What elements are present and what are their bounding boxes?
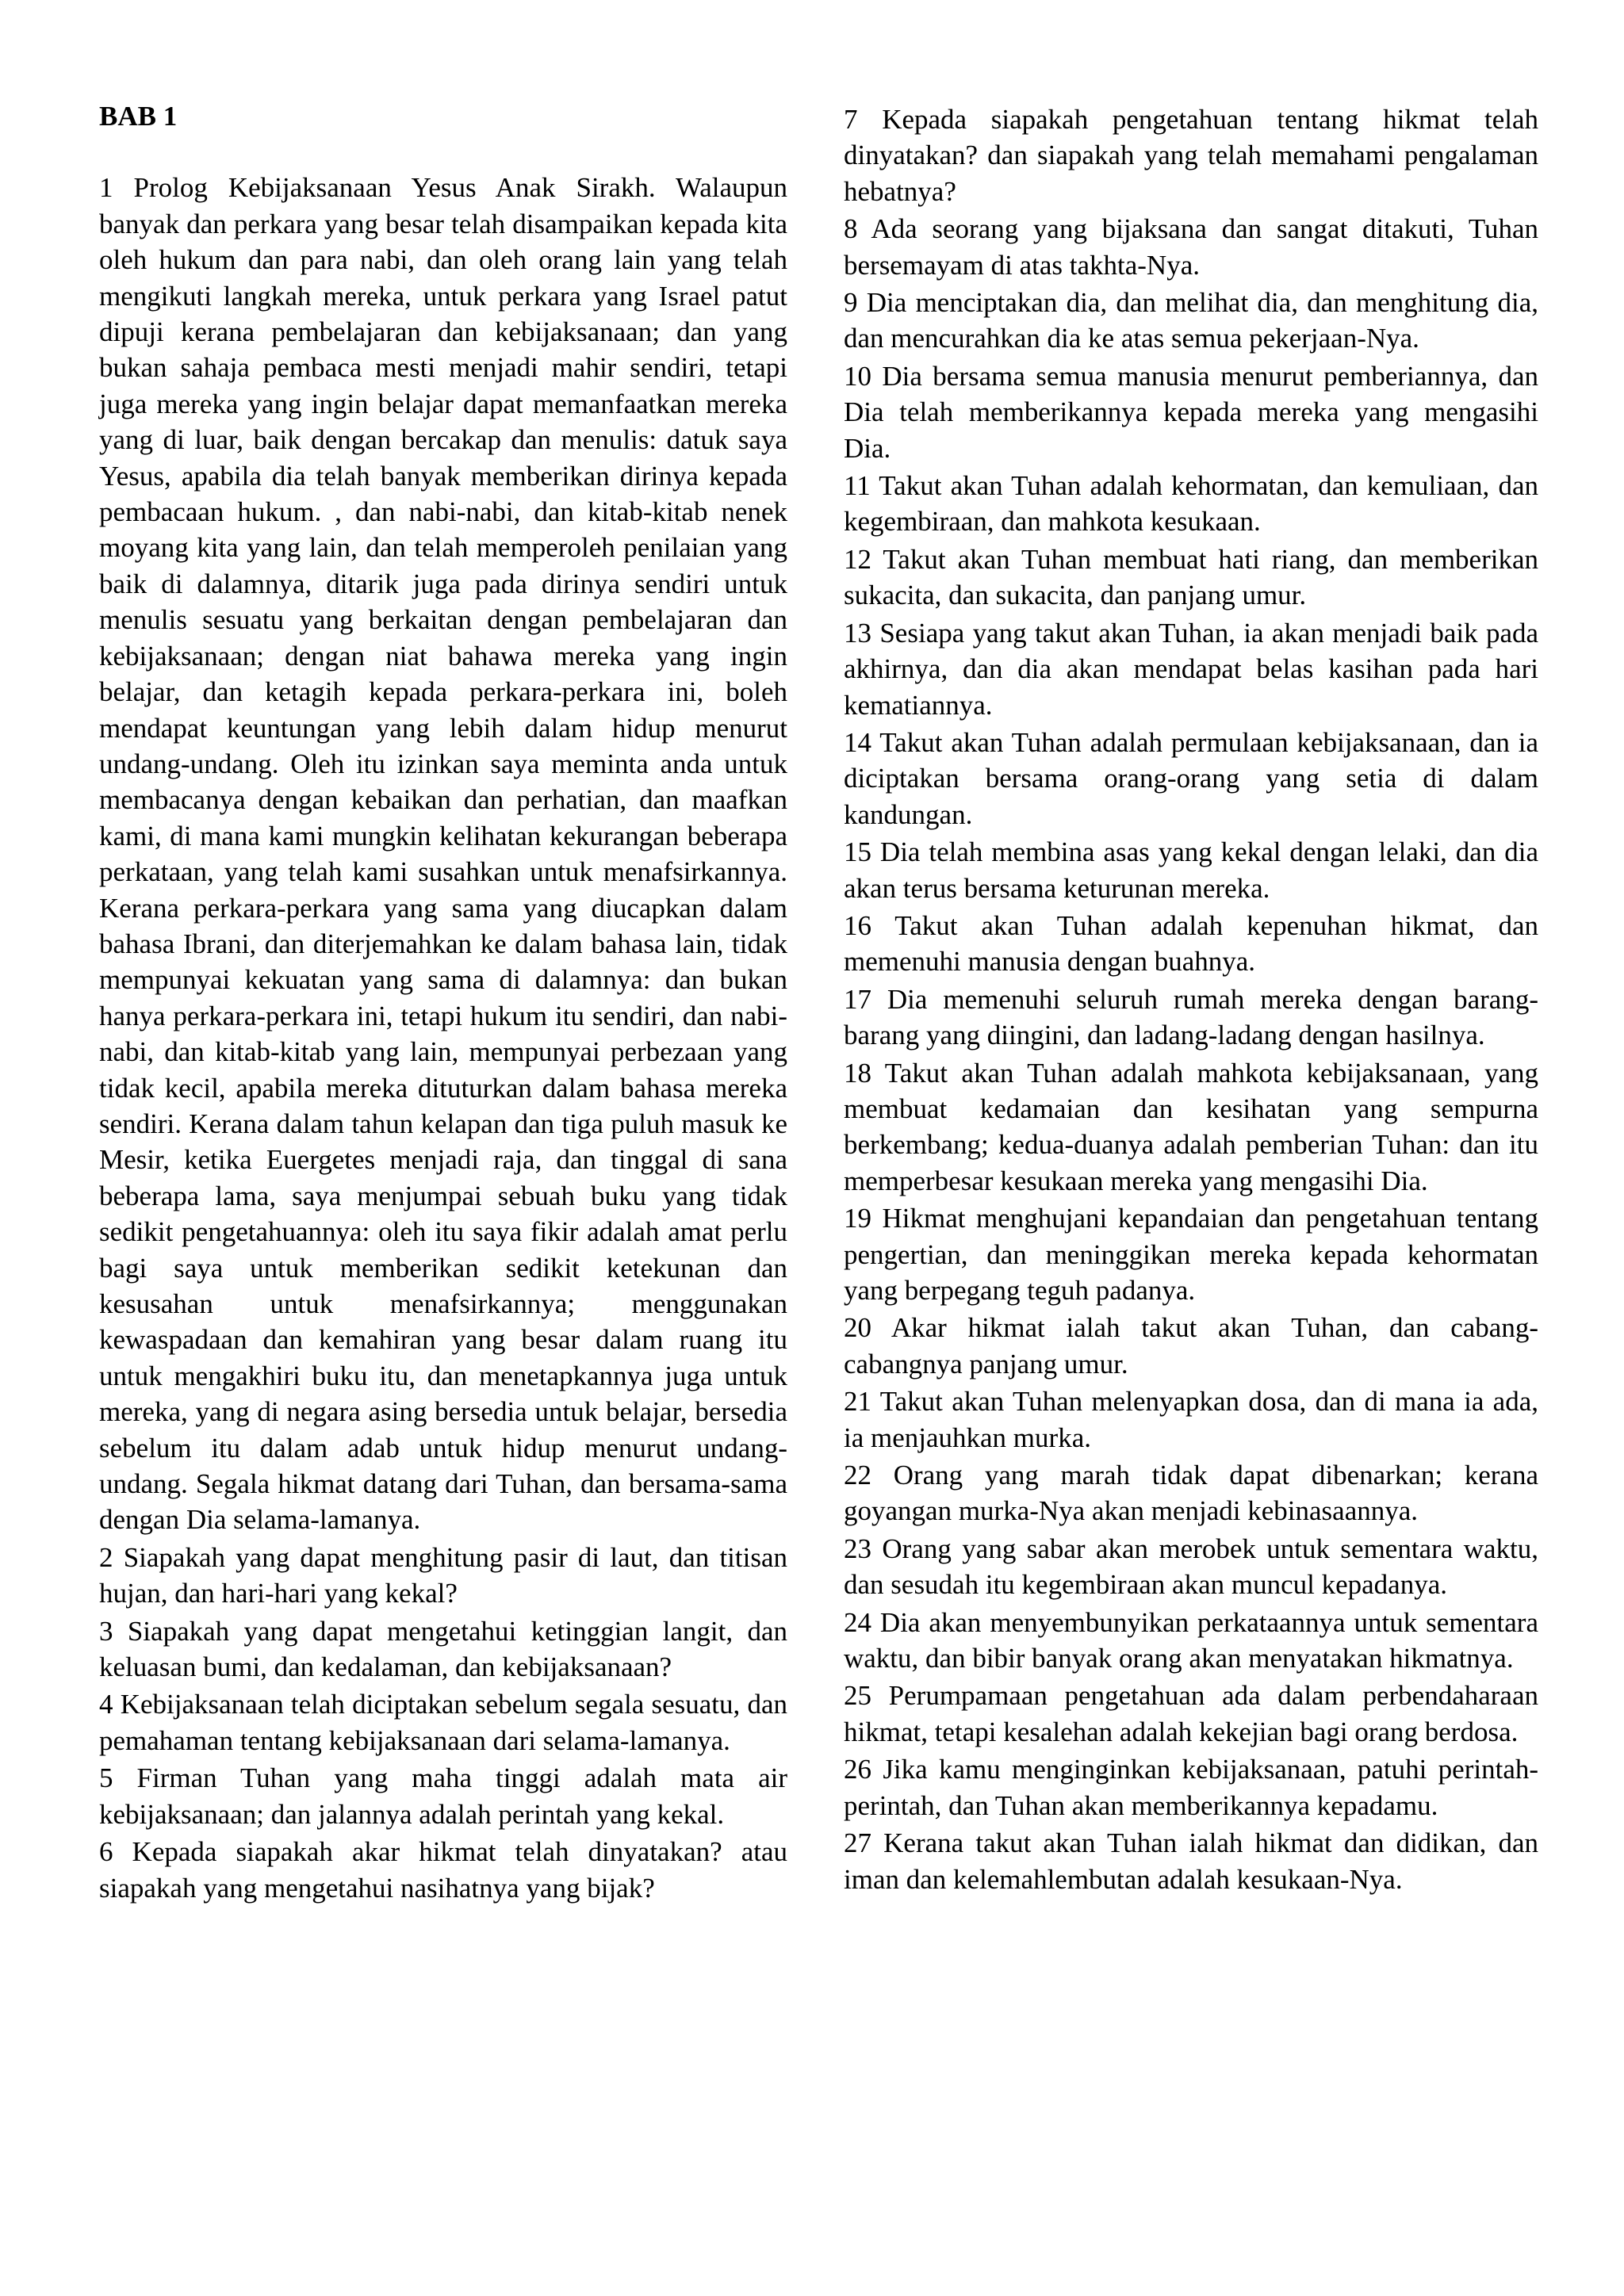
verse-number: 10: [844, 360, 871, 392]
verse-text: Prolog Kebijaksanaan Yesus Anak Sirakh. Walaupun banyak dan perkara yang besar telah disampaikan kepada kita oleh hukum dan para nabi, dan oleh orang lain yang telah mengikuti langkah mereka, untuk perkara yang Israel patut dipuji kerana pembelajaran dan kebijaksanaan; dan yang bukan sahaja pembaca mesti menjadi mahir sendiri, tetapi juga mereka yang ingin belajar dapat memanfaatkan mereka yang di luar, baik dengan bercakap dan menulis: datuk saya Yesus, apabila dia telah banyak memberikan dirinya kepada pembacaan hukum. , dan nabi-nabi, dan kitab-kitab nenek moyang kita yang lain, dan telah memperoleh penilaian yang baik di dalamnya, ditarik juga pada dirinya sendiri untuk menulis sesuatu yang berkaitan dengan pembelajaran dan kebijaksanaan; dengan niat bahawa mereka yang ingin belajar, dan ketagih kepada perkara-perkara ini, boleh mendapat keuntungan yang lebih dalam hidup menurut undang-undang. Oleh itu izinkan saya meminta anda untuk membacanya dengan kebaikan dan perhatian, dan maafkan kami, di mana kami mungkin kelihatan kekurangan beberapa perkataan, yang telah kami susahkan untuk menafsirkannya. Kerana perkara-perkara yang sama yang diucapkan dalam bahasa Ibrani, dan diterjemahkan ke dalam bahasa lain, tidak mempunyai kekuatan yang sama di dalamnya: dan bukan hanya perkara-perkara ini, tetapi hukum itu sendiri, dan nabi-nabi, dan kitab-kitab yang lain, mempunyai perbezaan yang tidak kecil, apabila mereka dituturkan dalam bahasa mereka sendiri. Kerana dalam tahun kelapan dan tiga puluh masuk ke Mesir, ketika Euergetes menjadi raja, dan tinggal di sana beberapa lama, saya menjumpai sebuah buku yang tidak sedikit pengetahuannya: oleh itu saya fikir adalah amat perlu bagi saya untuk memberikan sedikit ketekunan dan kesusahan untuk menafsirkannya; menggunakan kewaspadaan dan kemahiran yang besar dalam ruang itu untuk mengakhiri buku itu, dan menetapkannya juga untuk mereka, yang di negara asing bersedia untuk belajar, bersedia sebelum itu dalam adab untuk hidup menurut undang-undang. Segala hikmat datang dari Tuhan, dan bersama-sama dengan Dia selama-lamanya.: [99, 172, 788, 1536]
verse-number: 8: [844, 213, 858, 245]
verse-number: 19: [844, 1203, 871, 1234]
verse-text: Kepada siapakah akar hikmat telah dinyatakan? atau siapakah yang mengetahui nasihatnya yang bijak?: [99, 1836, 787, 1904]
verse-number: 2: [99, 1541, 113, 1573]
verse: [844, 1678, 1538, 1750]
verse: [99, 1613, 787, 1686]
verse: [844, 101, 1538, 209]
verse-text: Kebijaksanaan telah diciptakan sebelum segala sesuatu, dan pemahaman tentang kebijaksanaan dari selama-lamanya.: [99, 1689, 788, 1756]
verse: [844, 1457, 1538, 1529]
verse: [844, 908, 1538, 980]
verse-text: Ada seorang yang bijaksana dan sangat ditakuti, Tuhan bersemayam di atas takhta-Nya.: [844, 213, 1538, 281]
verse: [844, 285, 1538, 357]
verse-number: 16: [844, 909, 871, 941]
verse: [99, 170, 787, 1537]
verse-text: Dia akan menyembunyikan perkataannya untuk sementara waktu, dan bibir banyak orang akan menyatakan hikmatnya.: [844, 1606, 1538, 1674]
verse-number: 27: [844, 1827, 871, 1859]
verse-text: Takut akan Tuhan adalah mahkota kebijaksanaan, yang membuat kedamaian dan kesihatan yang sempurna berkembang; kedua-duanya adalah pemberian Tuhan: dan itu memperbesar kesukaan mereka yang mengasihi Dia.: [844, 1057, 1539, 1196]
verse-text: Takut akan Tuhan melenyapkan dosa, dan di mana ia ada, ia menjauhkan murka.: [844, 1386, 1538, 1453]
verse: [844, 615, 1538, 723]
verse-number: 17: [844, 983, 871, 1015]
verse-number: 21: [844, 1386, 871, 1418]
verse: [844, 541, 1538, 614]
verse-text: Siapakah yang dapat mengetahui ketinggian langit, dan keluasan bumi, dan kedalaman, dan kebijaksanaan?: [99, 1615, 787, 1683]
verse: [844, 358, 1538, 466]
verse-number: 24: [844, 1606, 871, 1638]
verse-text: Jika kamu menginginkan kebijaksanaan, patuhi perintah-perintah, dan Tuhan akan memberikannya kepadamu.: [844, 1754, 1539, 1821]
verse-text: Kerana takut akan Tuhan ialah hikmat dan didikan, dan iman dan kelemahlembutan adalah kesukaan-Nya.: [844, 1827, 1539, 1895]
verse: [99, 1686, 787, 1758]
verse: [844, 725, 1538, 832]
verse-number: 14: [844, 726, 871, 758]
verse-text: Firman Tuhan yang maha tinggi adalah mata air kebijaksanaan; dan jalannya adalah perintah yang kekal.: [99, 1762, 787, 1830]
verse-number: 4: [99, 1689, 113, 1720]
verse-text: Sesiapa yang takut akan Tuhan, ia akan menjadi baik pada akhirnya, dan dia akan mendapat belas kasihan pada hari kematiannya.: [844, 617, 1539, 721]
verse-number: 12: [844, 543, 871, 575]
verse-text: Dia memenuhi seluruh rumah mereka dengan barang-barang yang diingini, dan ladang-ladang dengan hasilnya.: [844, 983, 1538, 1051]
verse: [844, 1605, 1538, 1677]
verse-number: 3: [99, 1615, 113, 1647]
verse: [844, 1751, 1538, 1823]
verse: [844, 1825, 1538, 1897]
verse-text: Siapakah yang dapat menghitung pasir di laut, dan titisan hujan, dan hari-hari yang kekal?: [99, 1541, 787, 1609]
verse: [844, 1055, 1538, 1200]
verse-text: Hikmat menghujani kepandaian dan pengetahuan tentang pengertian, dan meninggikan mereka kepada kehormatan yang berpegang teguh padanya.: [844, 1203, 1538, 1306]
verse-number: 6: [99, 1836, 113, 1868]
verse-number: 25: [844, 1680, 871, 1712]
verse-number: 22: [844, 1460, 871, 1491]
verse-number: 23: [844, 1533, 871, 1564]
verse: [99, 1760, 787, 1832]
verse-number: 15: [844, 836, 871, 868]
verse-text: Dia telah membina asas yang kekal dengan lelaki, dan dia akan terus bersama keturunan mereka.: [844, 836, 1538, 904]
verse-number: 13: [844, 617, 871, 649]
verse: [844, 1383, 1538, 1456]
verse-text: Takut akan Tuhan adalah kepenuhan hikmat, dan memenuhi manusia dengan buahnya.: [844, 909, 1538, 978]
chapter-heading: BAB 1: [99, 101, 178, 132]
verse: [844, 1310, 1538, 1382]
verse-text: Orang yang sabar akan merobek untuk sementara waktu, dan sesudah itu kegembiraan akan muncul kepadanya.: [844, 1533, 1538, 1601]
verse-text: Dia bersama semua manusia menurut pemberiannya, dan Dia telah memberikannya kepada mereka yang mengasihi Dia.: [844, 360, 1539, 464]
verse-number: 1: [99, 172, 113, 204]
verse-text: Perumpamaan pengetahuan ada dalam perbendaharaan hikmat, tetapi kesalehan adalah kekejian bagi orang berdosa.: [844, 1680, 1538, 1747]
verse-number: 20: [844, 1312, 871, 1344]
verse-number: 9: [844, 287, 858, 319]
verse: [844, 1200, 1538, 1308]
verse-number: 5: [99, 1762, 113, 1794]
verse-text: Akar hikmat ialah takut akan Tuhan, dan cabang-cabangnya panjang umur.: [844, 1312, 1538, 1380]
right-column: [844, 101, 1538, 1899]
verse: [99, 1540, 787, 1612]
verse-text: Kepada siapakah pengetahuan tentang hikmat telah dinyatakan? dan siapakah yang telah memahami pengalaman hebatnya?: [844, 104, 1539, 207]
verse-number: 11: [844, 470, 871, 502]
verse: [844, 834, 1538, 906]
verse: [844, 468, 1538, 540]
verse-text: Takut akan Tuhan adalah kehormatan, dan kemuliaan, dan kegembiraan, dan mahkota kesukaan.: [844, 470, 1538, 538]
left-column: [99, 98, 787, 1908]
verse: [844, 1531, 1538, 1603]
verse-text: Dia menciptakan dia, dan melihat dia, dan menghitung dia, dan mencurahkan dia ke atas semua pekerjaan-Nya.: [844, 287, 1538, 354]
verse-number: 7: [844, 104, 858, 135]
verse-text: Takut akan Tuhan adalah permulaan kebijaksanaan, dan ia diciptakan bersama orang-orang yang setia di dalam kandungan.: [844, 726, 1538, 830]
verse: [844, 211, 1538, 283]
verse: [844, 982, 1538, 1054]
verse-number: 18: [844, 1057, 871, 1089]
verse-text: Takut akan Tuhan membuat hati riang, dan memberikan sukacita, dan sukacita, dan panjang umur.: [844, 543, 1539, 611]
verse-number: 26: [844, 1754, 871, 1785]
verse: [99, 1834, 787, 1906]
verse-text: Orang yang marah tidak dapat dibenarkan; kerana goyangan murka-Nya akan menjadi kebinasaannya.: [844, 1460, 1538, 1527]
